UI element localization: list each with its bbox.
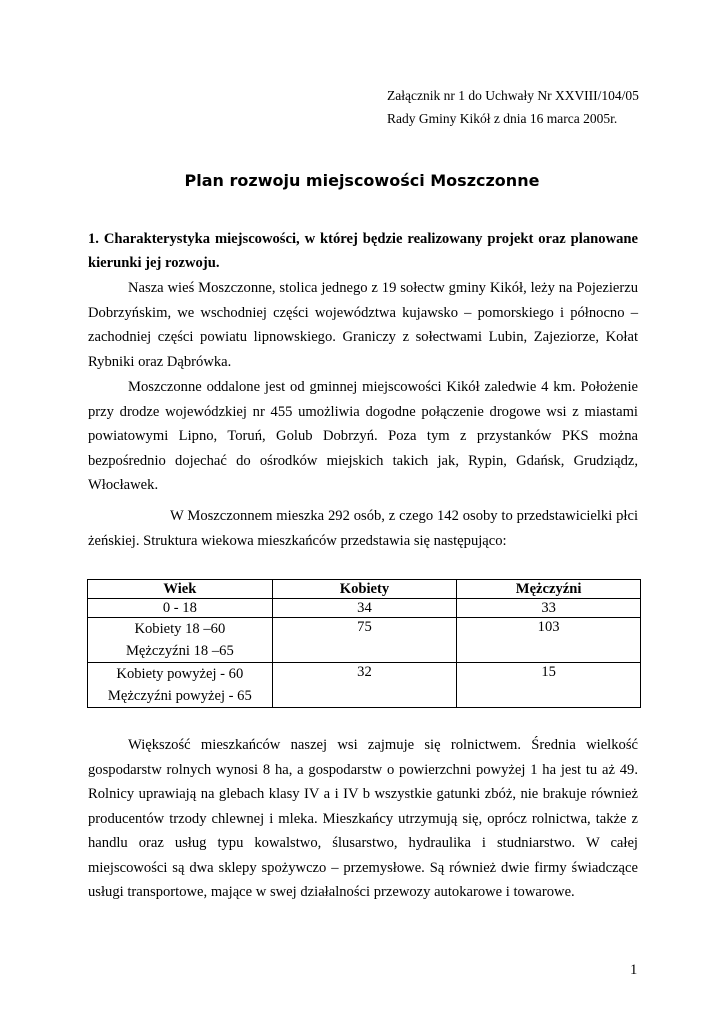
column-header-women: Kobiety [272,580,457,599]
column-header-men: Mężczyźni [457,580,641,599]
women-cell: 34 [272,599,457,618]
table-row [88,618,641,663]
women-cell: 75 [272,618,457,663]
paragraph-transport: Moszczonne oddalone jest od gminnej miejscowości Kikół zaledwie 4 km. Położenie przy drodze wojewódzkiej nr 455 umożliwia dogodne połączenie drogowe wsi z miastami powiatowymi Lipno, Toruń, Golub Dobrzyń. Poza tym z przystanków PKS można bezpośrednio dojechać do ośrodków miejskich takich jak, Rypin, Gdańsk, Grudziądz, Włocławek. [88,379,638,493]
age-cell-men-range: Mężczyźni powyżej - 65 [107,688,252,704]
column-header-age: Wiek [88,580,273,599]
men-cell: 103 [457,618,641,663]
men-cell: 15 [457,663,641,708]
page-number: 1 [630,962,638,978]
women-cell: 32 [272,663,457,708]
age-structure-table [87,579,641,708]
attachment-note [387,84,639,130]
age-cell-women-range: Kobiety powyżej - 60 [116,666,244,682]
table-row [88,663,641,708]
men-cell: 33 [457,599,641,618]
section-heading: 1. Charakterystyka miejscowości, w której będzie realizowany projekt oraz planowane kierunki jej rozwoju. [88,231,638,271]
age-cell [88,663,273,708]
age-cell: 0 - 18 [88,599,273,618]
table-row [88,599,641,618]
paragraph-economy: Większość mieszkańców naszej wsi zajmuje się rolnictwem. Średnia wielkość gospodarstw rolnych wynosi 8 ha, a gospodarstw o powierzchni powyżej 1 ha jest tu aż 49. Rolnicy uprawiają na glebach klasy IV a i IV b wszystkie gatunki zbóż, nie brakuje również producentów trzody chlewnej i mleka. Mieszkańcy utrzymują się, oprócz rolnictwa, także z handlu oraz usług typu kowalstwo, ślusarstwo, hydraulika i studniarstwo. W całej miejscowości są dwa sklepy spożywczo – przemysłowe. Są również dwie firmy świadczące usługi transportowe, mające w swej działalności przewozy autokarowe i towarowe. [88,737,638,900]
attachment-note-line-1: Załącznik nr 1 do Uchwały Nr XXVIII/104/05 [387,88,639,103]
age-cell-women-range: Kobiety 18 –60 [134,621,226,637]
age-cell-men-range: Mężczyźni 18 –65 [125,643,234,659]
attachment-note-line-2: Rady Gminy Kikół z dnia 16 marca 2005r. [387,111,618,126]
paragraph-location: Nasza wieś Moszczonne, stolica jednego z 19 sołectw gminy Kikół, leży na Pojezierzu Dobrzyńskim, we wschodniej części województwa kujawsko – pomorskiego i północno – zachodniej części powiatu lipnowskiego. Graniczy z sołectwami Lubin, Zajeziorze, Kołat Rybniki oraz Dąbrówka. [88,280,638,370]
table-header-row [88,580,641,599]
age-cell [88,618,273,663]
paragraph-population: W Moszczonnem mieszka 292 osób, z czego 142 osoby to przedstawicielki płci żeńskiej. Struktura wiekowa mieszkańców przedstawia się następująco: [88,508,638,549]
page-title: Plan rozwoju miejscowości Moszczonne [184,171,540,190]
